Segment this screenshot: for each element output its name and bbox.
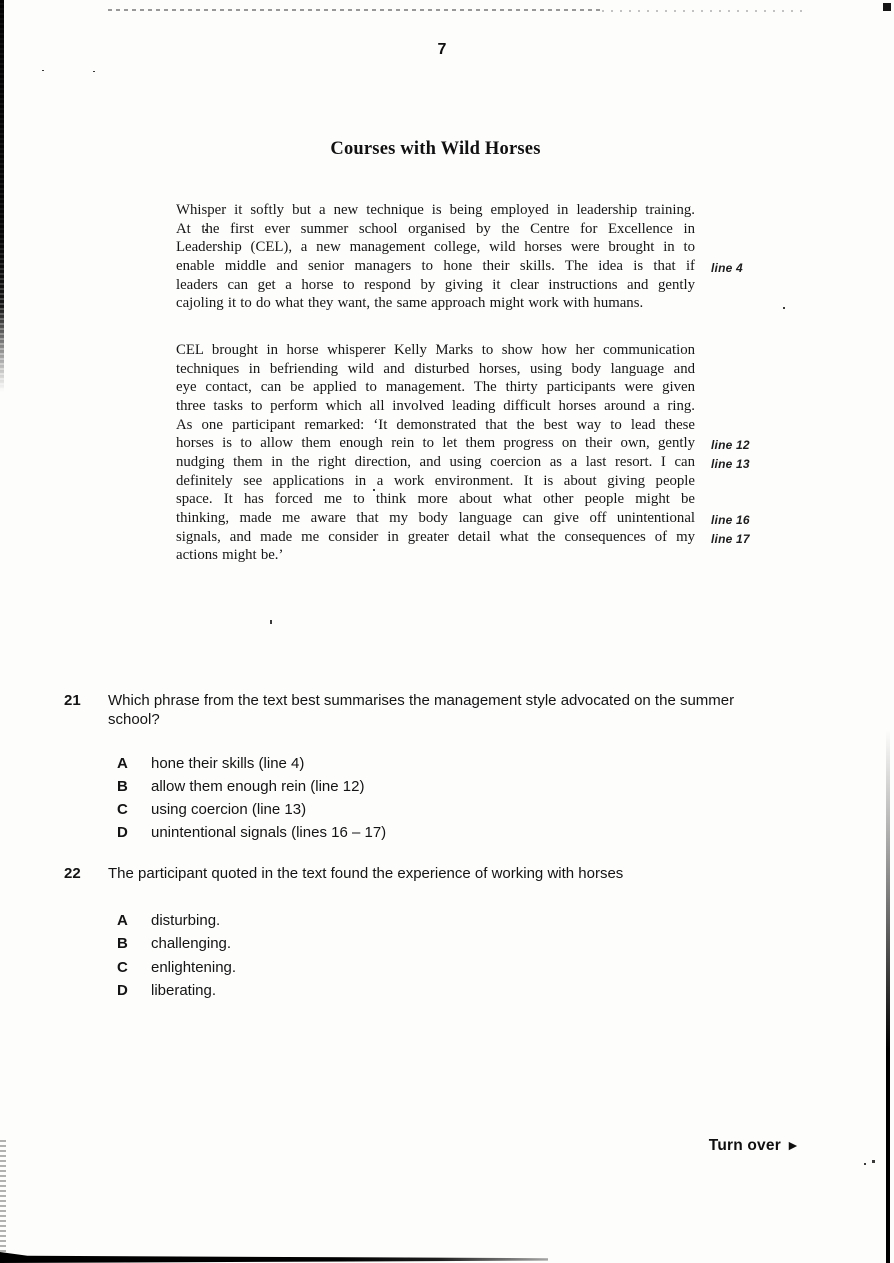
- q22-option-c-letter: C: [117, 959, 128, 976]
- line-annotation: line 13: [711, 457, 750, 471]
- question-line: The participant quoted in the text found the experience of working with horses: [108, 865, 624, 882]
- scan-artifact-top-dotted-line-faint: [602, 10, 802, 12]
- article-paragraph-2: [176, 341, 695, 565]
- article-line: Leadership (CEL), a new management college, wild horses were brought in to: [176, 239, 695, 256]
- article-line: As one participant remarked: ‘It demonstrated that the best way to lead these: [176, 416, 695, 433]
- article-line: cajoling it to do what they want, the same approach might work with humans.: [176, 295, 644, 312]
- article-line: definitely see applications in a work environment. It is about giving people: [176, 472, 695, 489]
- line-annotation: line 16: [711, 513, 750, 527]
- q22-option-b-letter: B: [117, 935, 128, 952]
- article-paragraph-1: [176, 201, 695, 313]
- article-line: three tasks to perform which all involved leading difficult horses around a ring.: [176, 397, 695, 414]
- scan-speck: [864, 1163, 866, 1165]
- article-line: eye contact, can be applied to management. The thirty participants were given: [176, 379, 695, 396]
- scan-speck: [783, 307, 785, 309]
- question-22-number: 22: [64, 865, 81, 882]
- q21-option-a-text: hone their skills (line 4): [151, 755, 305, 772]
- scan-artifact-bottom-left-speckle: [0, 1140, 6, 1258]
- scan-speck: [42, 70, 44, 71]
- article-line: signals, and made me consider in greater detail what the consequences of my: [176, 528, 695, 545]
- article-line: horses is to allow them enough rein to let them progress on their own, gently: [176, 435, 695, 452]
- scan-artifact-bottom-bar: [0, 1251, 548, 1263]
- q22-option-c-text: enlightening.: [151, 959, 237, 976]
- article-line: leaders can get a horse to respond by giving it clear instructions and gently: [176, 276, 695, 293]
- question-21-text: [108, 691, 820, 729]
- q21-option-d-letter: D: [117, 824, 128, 841]
- scan-artifact-top-dotted-line: [108, 9, 602, 11]
- line-annotation: line 12: [711, 438, 750, 452]
- scan-speck: [270, 620, 272, 624]
- q21-option-a-letter: A: [117, 755, 128, 772]
- article-line: thinking, made me aware that my body language can give off unintentional: [176, 509, 695, 526]
- q21-option-d-text: unintentional signals (lines 16 – 17): [151, 824, 387, 841]
- scan-artifact-left-edge: [0, 0, 4, 392]
- turn-over-label: Turn over: [708, 1137, 781, 1154]
- article-line: techniques in befriending wild and disturbed horses, using body language and: [176, 360, 695, 377]
- q22-option-d-text: liberating.: [151, 982, 217, 999]
- article-title: Courses with Wild Horses: [330, 139, 541, 159]
- article-line: space. It has forced me to think more about what other people might be: [176, 491, 695, 508]
- line-annotation: line 17: [711, 532, 750, 546]
- scan-speck: [872, 1160, 875, 1163]
- turn-over: [709, 1137, 800, 1155]
- article-line: nudging them in the right direction, and using coercion as a last resort. I can: [176, 453, 695, 470]
- page-number: 7: [437, 41, 447, 58]
- q21-option-c-letter: C: [117, 801, 128, 818]
- article-line: Whisper it softly but a new technique is being employed in leadership training.: [176, 202, 695, 218]
- arrow-right-icon: ►: [785, 1137, 800, 1153]
- q22-option-a-text: disturbing.: [151, 912, 221, 929]
- q21-option-c-text: using coercion (line 13): [151, 801, 307, 818]
- scan-artifact-right-edge: [886, 730, 890, 1263]
- article-line: actions might be.’: [176, 547, 284, 564]
- article-line: At the first ever summer school organised by the Centre for Excellence in: [176, 220, 695, 237]
- question-line: Which phrase from the text best summarises the management style advocated on the summer: [108, 692, 735, 709]
- q21-option-b-letter: B: [117, 778, 128, 795]
- q22-option-b-text: challenging.: [151, 935, 232, 952]
- question-21-number: 21: [64, 692, 81, 709]
- q22-option-a-letter: A: [117, 912, 128, 929]
- article-line: enable middle and senior managers to hone their skills. The idea is that if: [176, 257, 695, 274]
- question-22-text: [108, 864, 820, 883]
- question-line: school?: [108, 711, 160, 728]
- scan-artifact-top-right-mark: [883, 3, 891, 11]
- scan-speck: [93, 71, 95, 72]
- article-line: CEL brought in horse whisperer Kelly Marks to show how her communication: [176, 342, 695, 358]
- q21-option-b-text: allow them enough rein (line 12): [151, 778, 365, 795]
- q22-option-d-letter: D: [117, 982, 128, 999]
- line-annotation: line 4: [711, 261, 743, 275]
